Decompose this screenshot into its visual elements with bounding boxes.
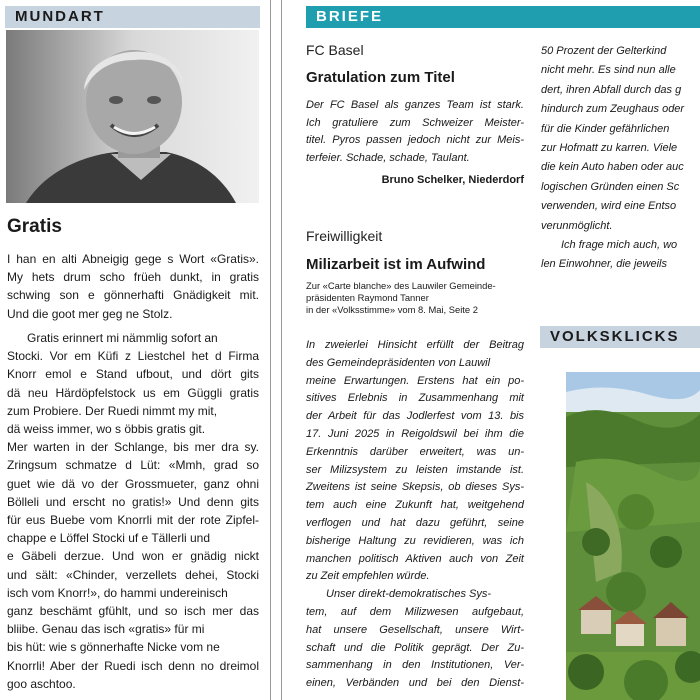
text-line: tem, auf dem Milizwesen aufgebaut, (306, 605, 524, 618)
article-title: Gratis (7, 216, 62, 237)
text-line: verwenden, wird eine Entso (541, 200, 677, 213)
text-line: len Einwohner, die jeweils (541, 258, 667, 271)
text-line: für die Kinder gefährlichen (541, 122, 670, 135)
text-line: Zur «Carte blanche» des Lauwiler Gemeinde- (306, 280, 496, 291)
text-line: logischen Gründen einen Sc (541, 180, 680, 193)
text-line: terfeier. Schade, schade, Taulant. (306, 151, 470, 164)
text-line: dä weiss immer, wo s öbbis gratis git. (7, 422, 206, 437)
text-line: hindurch zum Zeughaus oder (541, 103, 685, 116)
text-line: manchen politisch Aktiven auch von Zeit (306, 552, 524, 565)
letter-title: Milizarbeit ist im Aufwind (306, 256, 486, 273)
text-line: isch vom Knorr!», do hammi undereinisch (7, 585, 228, 600)
letter-body-fragment (541, 42, 700, 275)
column-divider (270, 0, 271, 700)
text-line: die kein Auto haben oder auc (541, 161, 684, 174)
text-line: dä neu Härdöpfelstock us em Güggli gratis (7, 385, 259, 400)
text-line: Zringsum schmatze d Lüt: «Mmh, grad so (7, 458, 259, 473)
text-line: einen, Verbänden und bei den Dienst- (306, 677, 524, 690)
text-line: titel. Pyros passen jedoch nicht zur Meis- (306, 134, 524, 146)
text-line: zu Zeit empfehlen würde. (306, 570, 430, 583)
text-line: hat unsere Gesellschaft, unsere Wirt- (306, 623, 524, 636)
letter-body (306, 337, 524, 693)
text-line: schaft und die Politik geprägt. Der Zu- (306, 641, 524, 654)
text-line: Gratis erinnert mi nämmlig sofort an (27, 331, 218, 345)
text-line: präsidenten Raymond Tanner (306, 292, 429, 303)
text-line: verflogen und hat dazu geführt, seine (306, 516, 524, 529)
text-line: Knorr emol e Stand ufbout, und dört gits (7, 367, 259, 382)
text-line: Zweitens ist seine Skepsis, ob dieses Sys- (306, 481, 524, 494)
text-line: My hets drum scho früeh dunkt, in gratis (7, 270, 259, 285)
text-line: ser Milizsystem zu leisten imstande ist. (306, 463, 524, 476)
text-line: I han en alti Abneigig gege s Wort «Gratis». (7, 252, 259, 266)
section-label-briefe: BRIEFE (306, 6, 700, 28)
letter-body (306, 97, 524, 167)
volksklicks-photo (566, 372, 700, 700)
letter-department: FC Basel (306, 42, 364, 58)
text-line: schwing son e gönnerhafti Gnädigkeit mit. (7, 288, 259, 303)
text-line: 17. Juni 2025 in Reigoldswil bei ihm die (306, 427, 524, 440)
text-line: in der «Volksstimme» vom 8. Mai, Seite 2 (306, 304, 478, 315)
text-line: und sält: «Chinder, verzellets dehei, Stocki (7, 567, 259, 582)
column-divider (281, 0, 282, 700)
text-line: nicht mehr. Es sind nun alle (541, 64, 676, 77)
text-line: meine Erwartungen. Erstens hat ein po- (306, 374, 524, 387)
text-line: dert, ihren Abfall durch das g (541, 83, 682, 96)
text-line: Knorrli! Aber der Ruedi isch denn no dreimol (7, 658, 259, 673)
letter-reference (306, 280, 524, 316)
text-line: ganz beschämt gfühlt, und so isch mer das (7, 604, 259, 619)
text-line: goo aschtoo. (7, 676, 76, 691)
text-line: der Arbeit für das Jodlerfest vom 13. bis (306, 410, 524, 423)
text-line: Mer warten in der Schlange, bis mer dra sy. (7, 440, 259, 455)
section-label-mundart: MUNDART (5, 6, 260, 28)
section-label-volksklicks: VOLKSKLICKS (540, 326, 700, 348)
letter-department: Freiwilligkeit (306, 228, 383, 244)
text-line: Erkenntnis darüber erweitert, was un- (306, 445, 524, 458)
text-line: Bölleli und erscht no gratis!» Und denn gits (7, 494, 259, 509)
text-line: In zweierlei Hinsicht erfüllt der Beitrag (306, 339, 524, 351)
text-line: verunmöglicht. (541, 219, 613, 232)
text-line: zum Probiere. Der Ruedi nimmt my mit, (7, 403, 218, 418)
text-line: sammenhang in den Institutionen, Ver- (306, 659, 524, 672)
text-line: bisherige Haltung zu revidieren, was ich (306, 534, 524, 547)
text-line: Unser direkt-demokratisches Sys- (326, 588, 492, 601)
text-line: chappe e Löffel Stocki uf e Tällerli und (7, 531, 211, 546)
text-line: sitives Erlebnis in Zusammenhang mit (306, 392, 524, 405)
portrait-photo-icon (6, 30, 259, 203)
text-line: 50 Prozent der Gelterkind (541, 45, 667, 57)
text-line: Ich frage mich auch, wo (561, 239, 678, 252)
letter-signature: Bruno Schelker, Niederdorf (381, 174, 524, 186)
text-line: e Gäbeli derzue. Und won er gnädig nickt (7, 549, 259, 564)
text-line: guet wie dä vo der Grossmueter, ganz ohni (7, 476, 259, 491)
author-portrait (6, 30, 259, 203)
landscape-photo-icon (566, 372, 700, 700)
text-line: Und die goot mer geg ne Stolz. (7, 306, 173, 321)
text-line: bliibe. Genau das isch «gratis» für mi (7, 622, 205, 637)
article-paragraph-2 (7, 329, 259, 693)
text-line: zur Hofmatt zu karren. Viele (541, 142, 678, 155)
article-paragraph-1 (7, 250, 259, 323)
text-line: Ich gratuliere zum Schweizer Meister- (306, 116, 524, 129)
letter-title: Gratulation zum Titel (306, 69, 455, 86)
text-line: tem auch eine Zukunft hat, weitgehend (306, 499, 524, 512)
text-line: Stocki. Vor em Küfi z Liestchel het d Firma (7, 349, 259, 364)
text-line: für eus Buebe vom Knorrli mit der rote Zipfel- (7, 513, 259, 528)
text-line: bis hüt: wie s gönnerhafte Nicke vom ne (7, 640, 220, 655)
text-line: Der FC Basel als ganzes Team ist stark. (306, 99, 524, 111)
text-line: des Gemeindepräsidenten von Lauwil (306, 356, 491, 369)
